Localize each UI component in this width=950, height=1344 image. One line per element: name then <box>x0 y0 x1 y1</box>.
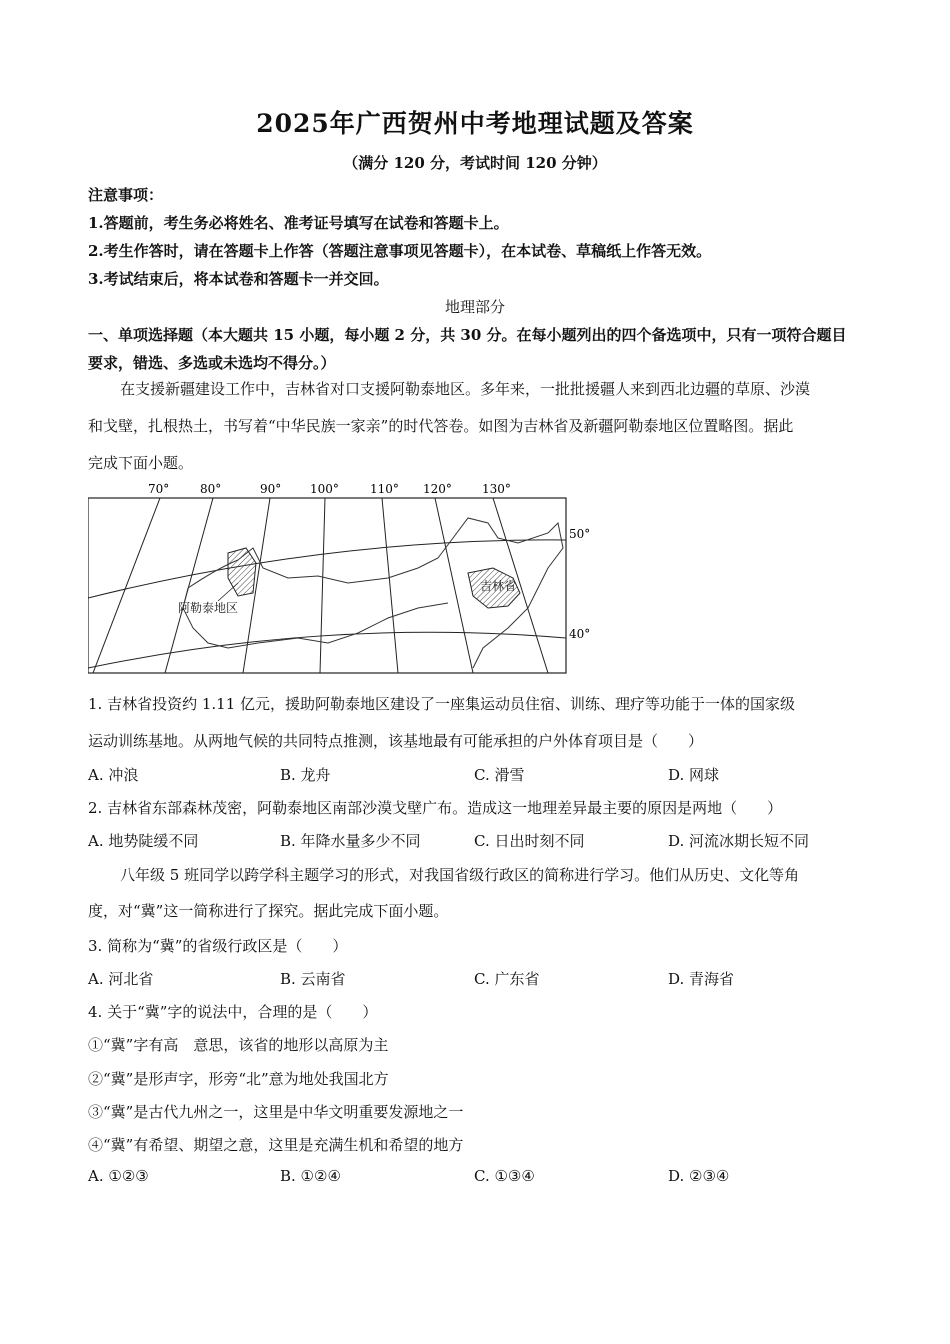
passage-line: 度，对“冀”这一简称进行了探究。据此完成下面小题。 <box>88 902 449 920</box>
meridian-line <box>93 498 160 673</box>
statement: ④“冀”有希望、期望之意，这里是充满生机和希望的地方 <box>88 1136 464 1154</box>
passage-line: 八年级 5 班同学以跨学科主题学习的形式，对我国省级行政区的简称进行学习。他们从历史、文化等角 <box>120 866 800 884</box>
altay-region <box>228 548 256 596</box>
parallel-40 <box>88 632 566 668</box>
part-heading-cont: 要求，错选、多选或未选均不得分。） <box>88 354 336 372</box>
statement: ①“冀”字有高 意思，该省的地形以高原为主 <box>88 1036 389 1054</box>
question-4: 4. 关于“冀”字的说法中，合理的是（ ） <box>88 1003 378 1021</box>
option-d[interactable]: D. 青海省 <box>668 970 735 988</box>
exam-info: （满分 120 分，考试时间 120 分钟） <box>343 154 607 172</box>
option-b[interactable]: B. 云南省 <box>280 970 346 988</box>
option-c[interactable]: C. 滑雪 <box>474 766 525 784</box>
option-b[interactable]: B. ①②④ <box>280 1167 341 1185</box>
altay-label: 阿勒泰地区 <box>178 601 239 615</box>
note-item: 3.考试结束后，将本试卷和答题卡一并交回。 <box>88 270 389 288</box>
label-leader <box>218 583 238 601</box>
lon-label: 100° <box>310 482 339 496</box>
passage-line: 在支援新疆建设工作中，吉林省对口支援阿勒泰地区。多年来，一批批援疆人来到西北边疆的草原、沙漠 <box>120 380 811 398</box>
statement: ②“冀”是形声字，形旁“北”意为地处我国北方 <box>88 1070 389 1088</box>
option-c[interactable]: C. 日出时刻不同 <box>474 832 585 850</box>
option-a[interactable]: A. 地势陡缓不同 <box>88 832 199 850</box>
note-item: 1.答题前，考生务必将姓名、准考证号填写在试卷和答题卡上。 <box>88 214 509 232</box>
option-c[interactable]: C. ①③④ <box>474 1167 535 1185</box>
option-a[interactable]: A. 河北省 <box>88 970 154 988</box>
meridian-line <box>435 498 473 673</box>
page-title: 2025年广西贺州中考地理试题及答案 <box>256 109 694 138</box>
passage-line: 完成下面小题。 <box>88 454 194 472</box>
lat-label: 50° <box>569 527 591 541</box>
location-map <box>88 478 598 678</box>
lon-label: 130° <box>482 482 511 496</box>
question-3: 3. 简称为“冀”的省级行政区是（ ） <box>88 937 348 955</box>
option-d[interactable]: D. 网球 <box>668 766 720 784</box>
question-1-line: 运动训练基地。从两地气候的共同特点推测，该基地最有可能承担的户外体育项目是（ ） <box>88 732 704 750</box>
meridian-line <box>165 498 213 673</box>
lat-label: 40° <box>569 627 591 641</box>
question-1-line: 1. 吉林省投资约 1.11 亿元，援助阿勒泰地区建设了一座集运动员住宿、训练、理疗等功能于一体的国家级 <box>88 695 796 713</box>
note-item: 2.考生作答时，请在答题卡上作答（答题注意事项见答题卡），在本试卷、草稿纸上作答无效。 <box>88 242 712 260</box>
option-a[interactable]: A. 冲浪 <box>88 766 139 784</box>
lon-label: 70° <box>148 482 170 496</box>
lon-label: 120° <box>423 482 452 496</box>
statement: ③“冀”是古代九州之一，这里是中华文明重要发源地之一 <box>88 1103 464 1121</box>
question-2: 2. 吉林省东部森林茂密，阿勒泰地区南部沙漠戈壁广布。造成这一地理差异最主要的原因是两地（ ） <box>88 799 783 817</box>
option-a[interactable]: A. ①②③ <box>88 1167 149 1185</box>
option-c[interactable]: C. 广东省 <box>474 970 540 988</box>
meridian-line <box>382 498 398 673</box>
lon-label: 80° <box>200 482 222 496</box>
passage-line: 和戈壁，扎根热土，书写着“中华民族一家亲”的时代答卷。如图为吉林省及新疆阿勒泰地区位置略图。据此 <box>88 417 794 435</box>
option-d[interactable]: D. 河流冰期长短不同 <box>668 832 810 850</box>
notes-heading: 注意事项： <box>88 186 164 204</box>
section-title: 地理部分 <box>444 298 505 316</box>
lon-label: 110° <box>370 482 399 496</box>
option-d[interactable]: D. ②③④ <box>668 1167 730 1185</box>
option-b[interactable]: B. 年降水量多少不同 <box>280 832 421 850</box>
part-heading: 一、单项选择题（本大题共 15 小题，每小题 2 分，共 30 分。在每小题列出的四个备选项中，只有一项符合题目 <box>88 326 847 344</box>
jilin-label: 吉林省 <box>480 579 517 593</box>
option-b[interactable]: B. 龙舟 <box>280 766 331 784</box>
meridian-line <box>320 498 325 673</box>
lon-label: 90° <box>260 482 282 496</box>
